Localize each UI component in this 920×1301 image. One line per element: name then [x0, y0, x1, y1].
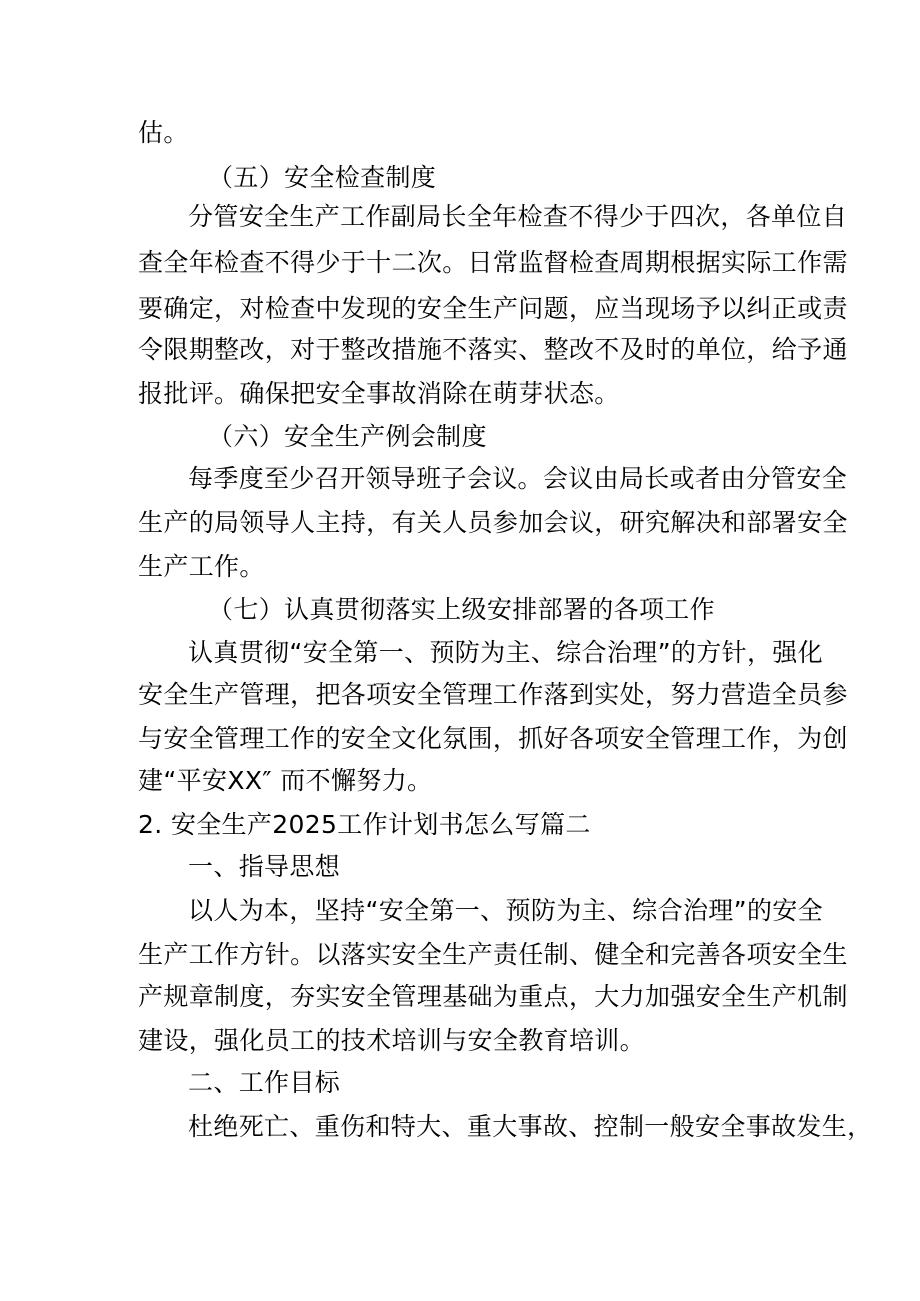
paragraph-line: 估。: [138, 118, 189, 147]
section-heading: （六）安全生产例会制度: [208, 422, 487, 451]
paragraph-line: 产规章制度，夯实安全管理基础为重点，大力加强安全生产机制: [138, 982, 848, 1011]
paragraph-line: 建“平安XX″ 而不懈努力。: [138, 766, 433, 795]
paragraph-line: 生产工作。: [138, 552, 265, 581]
paragraph-line: 报批评。确保把安全事故消除在萌芽状态。: [138, 379, 620, 408]
article-heading: 2. 安全生产2025工作计划书怎么写篇二: [138, 810, 591, 839]
section-heading: （五）安全检查制度: [208, 163, 437, 192]
section-heading: 二、工作目标: [188, 1068, 341, 1097]
paragraph-line: 分管安全生产工作副局长全年检查不得少于四次，各单位自: [188, 202, 848, 231]
paragraph-line: 认真贯彻“安全第一、预防为主、综合治理”的方针，强化: [188, 638, 824, 667]
paragraph-line: 查全年检查不得少于十二次。日常监督检查周期根据实际工作需: [138, 248, 848, 277]
section-heading: 一、指导思想: [188, 852, 341, 881]
paragraph-line: 生产的局领导人主持，有关人员参加会议，研究解决和部署安全: [138, 508, 848, 537]
paragraph-line: 生产工作方针。以落实安全生产责任制、健全和完善各项安全生: [138, 940, 848, 969]
paragraph-line: 要确定，对检查中发现的安全生产问题，应当现场予以纠正或责: [138, 294, 848, 323]
paragraph-line: 每季度至少召开领导班子会议。会议由局长或者由分管安全: [188, 464, 848, 493]
paragraph-line: 令限期整改，对于整改措施不落实、整改不及时的单位，给予通: [138, 335, 848, 364]
paragraph-line: 与安全管理工作的安全文化氛围，抓好各项安全管理工作，为创: [138, 724, 848, 753]
section-heading: （七）认真贯彻落实上级安排部署的各项工作: [208, 595, 716, 624]
paragraph-line: 杜绝死亡、重伤和特大、重大事故、控制一般安全事故发生，: [188, 1112, 873, 1141]
paragraph-line: 以人为本，坚持“安全第一、预防为主、综合治理”的安全: [188, 896, 824, 925]
paragraph-line: 建设，强化员工的技术培训与安全教育培训。: [138, 1026, 646, 1055]
paragraph-line: 安全生产管理，把各项安全管理工作落到实处，努力营造全员参: [138, 680, 848, 709]
